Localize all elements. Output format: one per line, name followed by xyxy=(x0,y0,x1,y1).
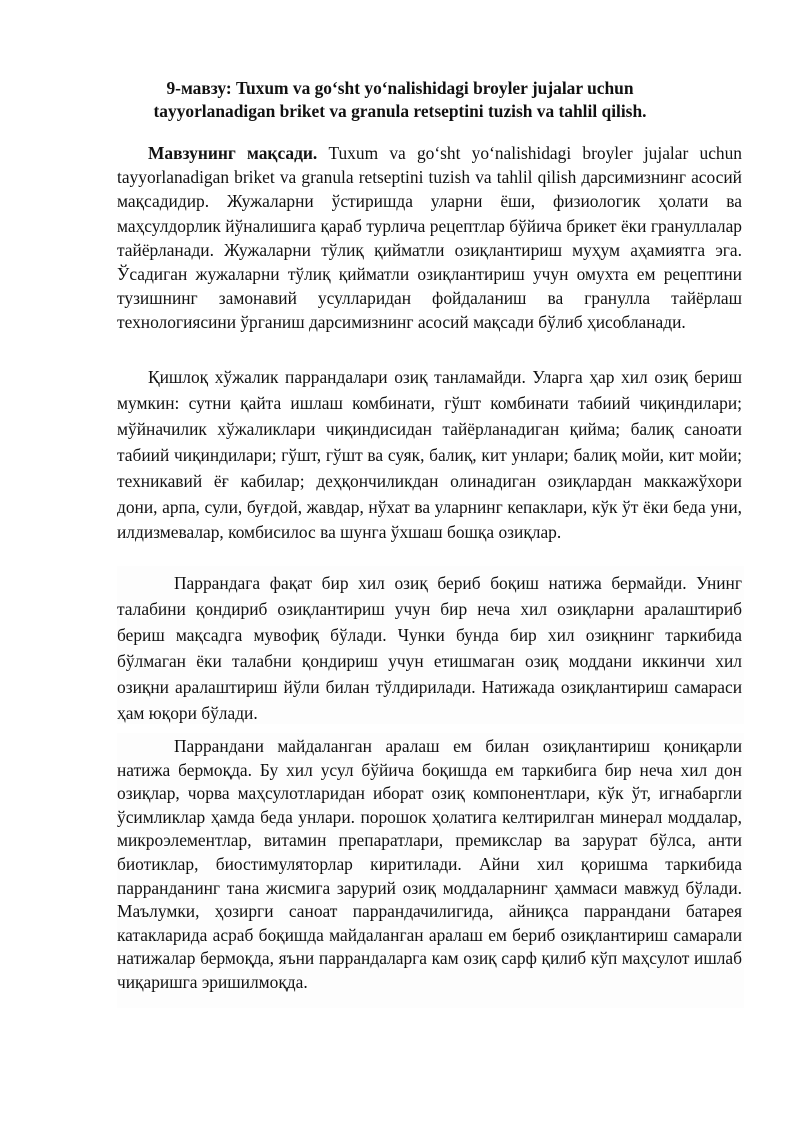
page-title: 9-мавзу: Tuxum va go‘sht yo‘nalishidagi broyler jujalar uchun tayyorlanadigan briket va granula retseptini tuzish va tahlil qilish. xyxy=(153,78,647,121)
feed-sources-paragraph: Қишлоқ хўжалик паррандалари озиқ танламайди. Уларга ҳар хил озиқ бериш мумкин: сутни қайта ишлаш комбинати, гўшт комбинати табиий чиқиндилари; мўйначилик хўжаликлари чиқиндисидан тайёрланадиган қийма; балиқ саноати табиий чиқиндилари; гўшт, гўшт ва суяк, балиқ, кит унлари; балиқ мойи, кит мойи; техникавий ёғ кабилар; деҳқончиликдан олинадиган озиқлардан маккажўхори дони, арпа, сули, буғдой, жавдар, нўхат ва уларнинг кепаклари, кўк ўт ёки беда уни, илдизмевалар, комбисилос ва шунга ўхшаш бошқа озиқлар. xyxy=(117,367,742,543)
aim-text: Tuxum va go‘sht yo‘nalishidagi broyler jujalar uchun tayyorlanadigan briket va granula retseptini tuzish va tahlil qilish дарсимизнинг асосий мақсадидир. Жужаларни ўстиришда уларни ёши, физиологик ҳолати ва маҳсулдорлик йўналишига қараб турлича рецептлар бўйича брикет ёки грануллалар тайёрланади. Жужаларни тўлиқ қийматли озиқлантириш муҳум аҳамиятга эга. Ўсадиган жужаларни тўлиқ қийматли озиқлантириш учун омухта ем рецептини тузишнинг замонавий усулларидан фойдаланиш ва гранулла тайёрлаш технологиясини ўрганиш дарсимизнинг асосий мақсади бўлиб ҳисобланади. xyxy=(117,143,742,333)
aim-lead: Мавзунинг мақсади. xyxy=(148,143,318,163)
meal-feeding-paragraph: Паррандани майдаланган аралаш ем билан озиқлантириш қониқарли натижа бермоқда. Бу хил усул бўйича боқишда ем таркибига бир неча хил дон озиқлар, чорва маҳсулотларидан иборат озиқ компонентлари, кўк ўт, игнабаргли ўсимликлар ҳамда беда унлари. порошок ҳолатига келтирилган минерал моддалар, микроэлементлар, витамин препаратлари, премикслар ва зарурат бўлса, анти биотиклар, биостимуляторлар киритилади. Айни хил қоришма таркибида парранданинг тана жисмига зарурий озиқ моддаларнинг ҳаммаси мавжуд бўлади. Маълумки, ҳозирги саноат паррандачилигида, айниқса паррандани батарея катакларида асраб боқишда майдаланган аралаш ем бериб озиқлантириш самарали натижалар бермоқда, яъни паррандаларга кам озиқ сарф қилиб кўп маҳсулот ишлаб чиқаришга эришилмоқда. xyxy=(117,736,742,992)
aim-paragraph xyxy=(117,141,742,335)
mixing-paragraph: Паррандага фақат бир хил озиқ бериб боқиш натижа бермайди. Унинг талабини қондириб озиқлантириш учун бир неча хил озиқларни аралаштириб бериш мақсадга мувофиқ бўлади. Чунки бунда бир хил озиқнинг таркибида бўлмаган ёки талабни қондириш учун етишмаган озиқ моддани иккинчи хил озиқни аралаштириш йўли билан тўлдирилади. Натижада озиқлантириш самараси ҳам юқори бўлади. xyxy=(117,573,742,723)
